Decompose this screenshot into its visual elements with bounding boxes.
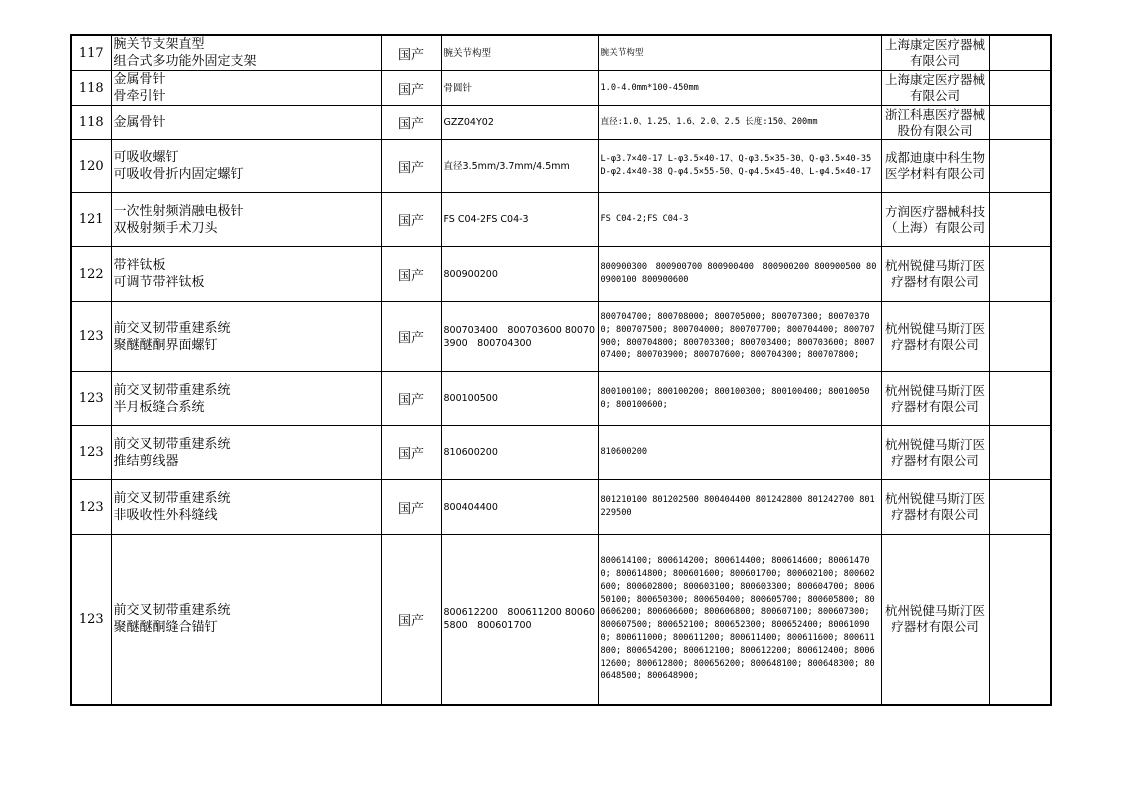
product-name-line: 前交叉韧带重建系统 [113, 603, 231, 619]
product-name-line: 半月板缝合系统 [113, 399, 205, 415]
origin-cell-text: 国产 [397, 160, 424, 176]
table-row [71, 480, 1051, 535]
manufacturer-cell [881, 35, 989, 71]
manufacturer-cell-text: 上海康定医疗器械有限公司 [884, 37, 985, 68]
table-row [71, 426, 1051, 480]
manufacturer-cell-text: 浙江科惠医疗器械股份有限公司 [884, 106, 985, 138]
spec-cell [598, 193, 881, 247]
spec-cell [598, 71, 881, 106]
product-name-cell [111, 426, 381, 480]
blank-cell [989, 372, 1051, 426]
spec-cell [598, 302, 881, 372]
blank-cell [989, 480, 1051, 535]
product-name-line: 双极射频手术刀头 [113, 220, 218, 236]
model-cell-text: 直径3.5mm/3.7mm/4.5mm [443, 160, 570, 172]
blank-cell [989, 35, 1051, 71]
spec-cell-text: 801210100 801202500 800404400 801242800 801242700 801229500 [600, 495, 875, 518]
table-row [71, 106, 1051, 140]
origin-cell [381, 426, 441, 480]
row-number-cell-text: 118 [78, 115, 104, 130]
blank-cell [989, 302, 1051, 372]
manufacturer-cell-text: 杭州锐健马斯汀医疗器材有限公司 [884, 436, 985, 468]
model-cell [441, 302, 598, 372]
product-name-line: 前交叉韧带重建系统 [113, 320, 231, 336]
origin-cell-text: 国产 [397, 117, 424, 132]
model-cell [441, 193, 598, 247]
table-row [71, 372, 1051, 426]
spec-cell [598, 426, 881, 480]
product-name-line: 腕关节支架直型 [113, 37, 205, 52]
origin-cell-text: 国产 [397, 447, 424, 462]
origin-cell [381, 106, 441, 140]
model-cell-text: FS C04-2FS C04-3 [443, 214, 529, 225]
model-cell-text: 800404400 [443, 501, 498, 513]
origin-cell [381, 193, 441, 247]
row-number-cell-text: 118 [78, 80, 104, 96]
row-number-cell-text: 117 [78, 45, 104, 61]
product-name-line: 前交叉韧带重建系统 [113, 436, 231, 452]
manufacturer-cell-text: 杭州锐健马斯汀医疗器材有限公司 [884, 320, 985, 352]
spec-cell-text: L-φ3.7×40-17 L-φ3.5×40-17、Q-φ3.5×35-30、Q-φ3.5×40-35 D-φ2.4×40-38 Q-φ4.5×55-50、Q-φ4.5×45-40、L-φ4.5×40-17 [600, 154, 889, 177]
row-number-cell [71, 193, 111, 247]
spreadsheet-page [70, 34, 1052, 706]
origin-cell-text: 国产 [397, 82, 424, 98]
model-cell-text: GZZ04Y02 [443, 117, 494, 128]
table-row [71, 247, 1051, 302]
spec-cell-text: 800614100; 800614200; 800614400; 800614600; 800614700; 800614800; 800601600; 800601700; 800602100; 800602600; 800602800; 800603100; 800603300; 800604700; 800650100; 800650300; 800650400; 800605700; 800605800; 800606200; 800606600; 800606800; 800607100; 800607300; 800607500; 800652100; 800652300; 800652400; 800610900; 800611000; 800611200; 800611400; 800611600; 800611800; 800654200; 800612100; 800612200; 800612400; 800612600; 800612800; 800656200; 800648100; 800648300; 800648500; 800648900; [600, 556, 875, 682]
product-name-line: 推结剪线器 [113, 453, 179, 469]
row-number-cell-text: 123 [78, 445, 104, 460]
spec-cell-text: FS C04-2;FS C04-3 [600, 214, 689, 225]
product-name-line: 聚醚醚酮界面螺钉 [113, 337, 218, 353]
row-number-cell [71, 372, 111, 426]
origin-cell [381, 535, 441, 705]
blank-cell [989, 193, 1051, 247]
manufacturer-cell-text: 上海康定医疗器械有限公司 [884, 72, 985, 103]
model-cell-text: 骨圆针 [443, 82, 473, 94]
origin-cell-text: 国产 [397, 393, 424, 408]
row-number-cell [71, 35, 111, 71]
manufacturer-cell [881, 480, 989, 535]
blank-cell [989, 247, 1051, 302]
table-row [71, 302, 1051, 372]
origin-cell [381, 480, 441, 535]
manufacturer-cell [881, 106, 989, 140]
model-cell [441, 106, 598, 140]
origin-cell-text: 国产 [397, 331, 424, 346]
blank-cell [989, 535, 1051, 705]
table-row [71, 535, 1051, 705]
manufacturer-cell [881, 193, 989, 247]
spec-cell-text: 腕关节构型 [600, 47, 644, 58]
spec-cell [598, 140, 889, 193]
spec-cell-text: 800100100; 800100200; 800100300; 800100400; 800100500; 800100600; [600, 386, 870, 410]
spec-cell-text: 810600200 [600, 447, 648, 458]
row-number-cell [71, 71, 111, 106]
origin-cell [381, 372, 441, 426]
model-cell [441, 426, 598, 480]
blank-cell [989, 106, 1051, 140]
row-number-cell [71, 480, 111, 535]
row-number-cell-text: 123 [78, 329, 104, 344]
table-row [71, 35, 1051, 71]
origin-cell-text: 国产 [397, 214, 424, 229]
origin-cell-text: 国产 [397, 268, 424, 284]
product-name-line: 金属骨针 [113, 72, 166, 87]
spec-cell [598, 106, 881, 140]
model-cell [441, 247, 598, 302]
table-row [71, 193, 1051, 247]
table-row [71, 71, 1051, 106]
model-cell [441, 372, 598, 426]
manufacturer-cell [881, 247, 989, 302]
manufacturer-cell-text: 杭州锐健马斯汀医疗器材有限公司 [884, 491, 985, 522]
manufacturer-cell-text: 杭州锐健马斯汀医疗器材有限公司 [884, 382, 985, 414]
product-name-cell [111, 372, 381, 426]
blank-cell [989, 71, 1051, 106]
product-name-line: 前交叉韧带重建系统 [113, 491, 231, 506]
origin-cell-text: 国产 [397, 613, 424, 629]
model-cell-text: 800612200 800611200 800605800 800601700 [443, 607, 596, 632]
row-number-cell-text: 122 [78, 266, 104, 282]
manufacturer-cell [881, 71, 989, 106]
origin-cell [381, 140, 441, 193]
model-cell-text: 800703400 800703600 800703900 800704300 [443, 324, 596, 349]
product-name-cell [111, 480, 381, 535]
manufacturer-cell-text: 方润医疗器械科技（上海）有限公司 [884, 203, 985, 235]
product-name-line: 金属骨针 [113, 115, 166, 130]
row-number-cell-text: 120 [78, 158, 104, 174]
spec-cell [598, 247, 881, 302]
product-name-line: 前交叉韧带重建系统 [113, 382, 231, 398]
product-name-cell [111, 106, 381, 140]
product-name-line: 聚醚醚酮缝合锚钉 [113, 620, 218, 636]
spec-cell-text: 800704700; 800708000; 800705000; 800707300; 800703700; 800707500; 800704000; 800707700; 800704400; 800707900; 800704800; 800703300; 800703400; 800703600; 800707400; 800703900; 800707600; 800704300; 800707800; [600, 311, 875, 361]
model-cell-text: 800900200 [443, 268, 498, 280]
spec-cell-text: 1.0-4.0mm*100-450mm [600, 82, 699, 93]
product-name-line: 非吸收性外科缝线 [113, 508, 218, 523]
origin-cell [381, 35, 441, 71]
model-cell-text: 800100500 [443, 393, 498, 404]
product-name-cell [111, 140, 381, 193]
row-number-cell [71, 426, 111, 480]
manufacturer-cell-text: 杭州锐健马斯汀医疗器材有限公司 [884, 603, 985, 635]
row-number-cell [71, 302, 111, 372]
model-cell [441, 140, 598, 193]
model-cell [441, 35, 598, 71]
product-name-cell [111, 35, 381, 71]
product-name-line: 一次性射频消融电极针 [113, 203, 244, 219]
manufacturer-cell [881, 372, 989, 426]
blank-cell [989, 426, 1051, 480]
manufacturer-cell [881, 535, 989, 705]
product-name-cell [111, 302, 381, 372]
manufacturer-cell [881, 426, 989, 480]
product-name-line: 组合式多功能外固定支架 [113, 54, 257, 69]
manufacturer-cell-text: 杭州锐健马斯汀医疗器材有限公司 [884, 258, 985, 289]
product-name-cell [111, 193, 381, 247]
row-number-cell-text: 123 [78, 391, 104, 406]
origin-cell-text: 国产 [397, 47, 424, 63]
origin-cell-text: 国产 [397, 501, 424, 517]
model-cell [441, 71, 598, 106]
manufacturer-cell [881, 302, 989, 372]
model-cell-text: 腕关节构型 [443, 47, 492, 59]
blank-cell [989, 140, 1051, 193]
row-number-cell-text: 123 [78, 611, 104, 627]
origin-cell [381, 71, 441, 106]
row-number-cell [71, 535, 111, 705]
model-cell [441, 535, 598, 705]
origin-cell [381, 302, 441, 372]
manufacturer-cell [881, 140, 989, 193]
row-number-cell-text: 123 [78, 499, 104, 515]
model-cell [441, 480, 598, 535]
spec-cell [598, 535, 881, 705]
row-number-cell-text: 121 [78, 212, 104, 227]
product-name-cell [111, 71, 381, 106]
row-number-cell [71, 106, 111, 140]
spec-cell-text: 直径:1.0、1.25、1.6、2.0、2.5 长度:150、200mm [600, 117, 818, 128]
product-name-line: 带袢钛板 [113, 258, 166, 273]
spec-cell-text: 800900300 800900700 800900400 800900200 800900500 800900100 800900600 [600, 262, 877, 285]
spec-cell [598, 480, 881, 535]
manufacturer-cell-text: 成都迪康中科生物医学材料有限公司 [884, 150, 985, 181]
table-row [71, 140, 1051, 193]
product-name-line: 可吸收螺钉 [113, 150, 179, 165]
model-cell-text: 810600200 [443, 447, 498, 458]
spec-cell [598, 35, 881, 71]
product-name-line: 可吸收骨折内固定螺钉 [113, 167, 244, 182]
product-name-cell [111, 247, 381, 302]
product-table [70, 34, 1052, 706]
product-name-line: 骨牵引针 [113, 89, 166, 104]
spec-cell [598, 372, 881, 426]
row-number-cell [71, 247, 111, 302]
row-number-cell [71, 140, 111, 193]
product-name-cell [111, 535, 381, 705]
product-name-line: 可调节带袢钛板 [113, 275, 205, 290]
origin-cell [381, 247, 441, 302]
